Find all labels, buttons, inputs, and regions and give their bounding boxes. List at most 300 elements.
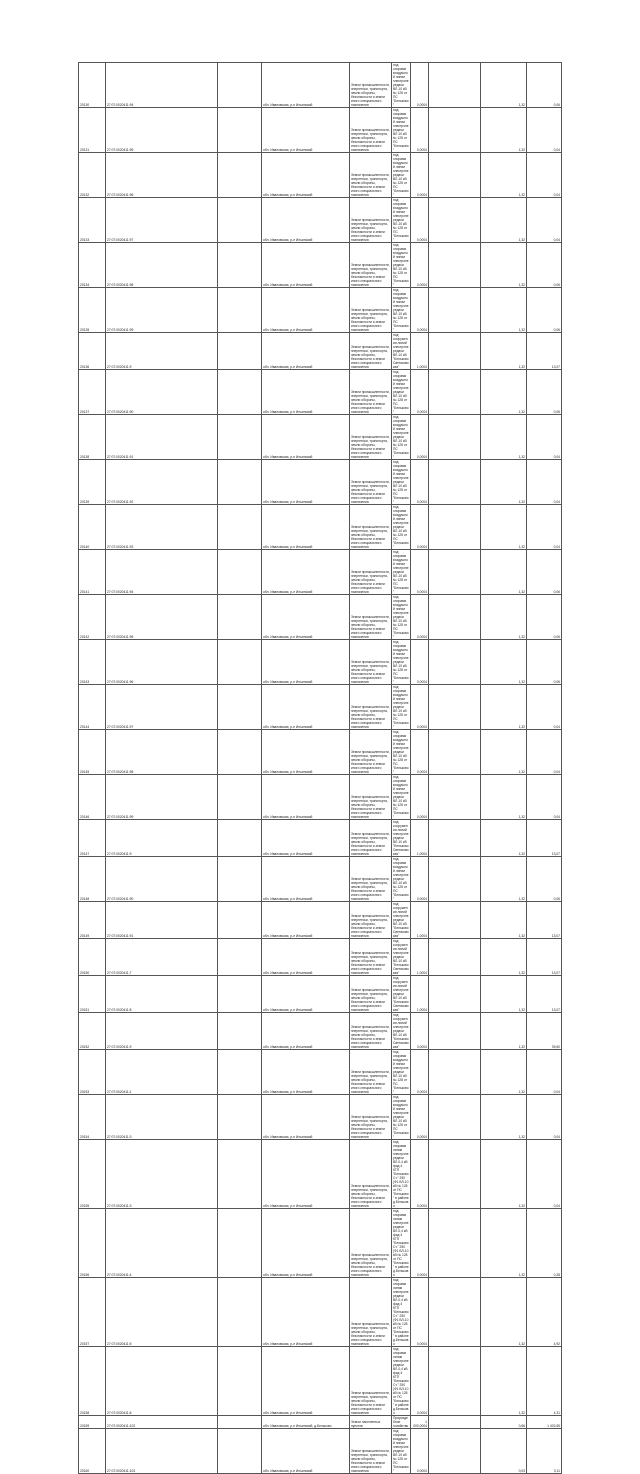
address-cell: обл. Ивановская, р-н Ильинский [262,1278,350,1347]
address-cell: обл. Ивановская, р-н Ильинский [262,108,350,153]
rate-cell: 1,32 [481,730,527,775]
row-index: 20130 [79,63,106,108]
area-cell: 0,0004 [411,550,429,595]
tax-cell: 4,31 [527,1347,562,1416]
blank-cell [429,1095,481,1140]
tax-cell: 13,07 [527,939,562,976]
tax-cell: 13,07 [527,820,562,857]
blank-cell [429,1140,481,1209]
cadastral-number: 27:07:0020411:5 [106,1278,218,1347]
address-cell: обл. Ивановская, р-н Ильинский [262,460,350,505]
permitted-use: под опорами воздушной линии электропередачи ВЛ-10 кВ № 128 от ПС "Бельково" [393,108,409,152]
blank-cell [429,505,481,550]
address-cell: обл. Ивановская, р-н Ильинский [262,1209,350,1278]
table-row [79,939,562,976]
permitted-use: под опорами воздушной линии электропередачи ВЛ-10 кВ № 128 от ПС "Бельково" [393,63,409,107]
permitted-use: под опорами воздушной линии электропередачи ВЛ-10 кВ № 128 от ПС "Бельково" [393,198,409,242]
area-cell: 0,0004 [411,108,429,153]
row-index: 20158 [79,1347,106,1416]
rate-cell: 0,66 [481,1416,527,1429]
cadastral-number: 27:07:0020411:91 [106,415,218,460]
tax-cell: 0,04 [527,1095,562,1140]
land-category: Земли промышленности, энергетики, транспорта, земли обороны, безопасности и земли иного специального назначения [350,1347,392,1416]
blank-cell [429,288,481,333]
tax-cell: 0,04 [527,730,562,775]
address-cell: обл. Ивановская, р-н Ильинский [262,1013,350,1050]
table-row [79,1209,562,1278]
rate-cell: 1,32 [481,288,527,333]
cadastral-number: 27:07:0020411:94 [106,550,218,595]
rate-cell: 0,03 [481,1429,527,1474]
permitted-use: под опорами воздушной линии электропередачи ВЛ-10 кВ № 128 от ПС "Бельково" [393,1095,409,1139]
cadastral-number: 27:07:0020411:4 [106,1209,218,1278]
blank-cell [429,108,481,153]
land-category: Земли промышленности, энергетики, транспорта, земли обороны, безопасности и земли иного специального назначения [350,288,392,333]
tax-cell: 0,06 [527,857,562,902]
land-category: Земли промышленности, энергетики, транспорта, земли обороны, безопасности и земли иного специального назначения [350,1278,392,1347]
address-cell: обл. Ивановская, р-н Ильинский [262,976,350,1013]
permitted-use: под опорами воздушной линии электропередачи ВЛ-10 кВ № 128 от ПС "Бельково" [393,243,409,287]
cadastral-number: 27:07:0020411:9 [106,1013,218,1050]
land-category: Земли промышленности, энергетики, транспорта, земли обороны, безопасности и земли иного специального назначения [350,333,392,370]
land-category: Земли промышленности, энергетики, транспорта, земли обороны, безопасности и земли иного специального назначения [350,198,392,243]
permitted-use: под опорами воздушной линии электропередачи ВЛ-10 кВ № 128 от ПС "Бельково" [393,370,409,414]
blank-cell [218,243,262,288]
permitted-use: под сооружения линий электропередачи ВЛ-10 кВ "Бельково Светиковская" [393,976,409,1012]
table-row [79,685,562,730]
address-cell: обл. Ивановская, р-н Ильинский [262,63,350,108]
area-cell: 0,0004 [411,288,429,333]
tax-cell: 0,06 [527,595,562,640]
rate-cell: 1,32 [481,63,527,108]
address-cell: обл. Ивановская, р-н Ильинский [262,1095,350,1140]
permitted-use: под сооружения линий электропередачи ВЛ-10 кВ "Бельково Светиковская" [393,820,409,856]
permitted-use: под опорами воздушной линии электропередачи ВЛ-10 кВ № 128 от ПС "Бельково" [393,288,409,332]
permitted-use: под опорами линии электропередачи ВЛ-0,4 кВ фид 4 КТП "Бельково Ст." 250 (Ф1 ВЛ-10 кВ № 128 от ПС "Бельково" в районе д.Бельково [393,1278,409,1346]
blank-cell [218,333,262,370]
land-category: Земли промышленности, энергетики, транспорта, земли обороны, безопасности и земли иного специального назначения [350,640,392,685]
row-index: 20139 [79,460,106,505]
blank-cell [218,730,262,775]
area-cell: 0,0004 [411,1347,429,1416]
table-row [79,595,562,640]
cadastral-number: 27:07:0020411:1 [106,1050,218,1095]
land-category: Земли промышленности, энергетики, транспорта, земли обороны, безопасности и земли иного специального назначения [350,415,392,460]
land-category: Земли промышленности, энергетики, транспорта, земли обороны, безопасности и земли иного специального назначения [350,595,392,640]
land-category: Земли промышленности, энергетики, транспорта, земли обороны, безопасности и земли иного специального назначения [350,775,392,820]
area-cell: 0,0004 [411,730,429,775]
cadastral-number: 27:07:0020411:94 [106,63,218,108]
table-row [79,820,562,857]
rate-cell: 1,32 [481,1140,527,1209]
blank-cell [429,1429,481,1474]
rate-cell: 1,32 [481,460,527,505]
address-cell: обл. Ивановская, р-н Ильинский [262,1050,350,1095]
cadastral-number: 27:07:0020411:96 [106,153,218,198]
table-row [79,1416,562,1429]
tax-cell: 0,04 [527,1140,562,1209]
address-cell: обл. Ивановская, р-н Ильинский [262,640,350,685]
permitted-use: под опорами воздушной линии электропередачи ВЛ-10 кВ № 128 от ПС "Бельково" [393,640,409,684]
land-category: Земли промышленности, энергетики, транспорта, земли обороны, безопасности и земли иного специального назначения [350,1050,392,1095]
permitted-use: под опорами линии электропередачи ВЛ-0,4 кВ фид 4 КТП "Бельково Ст." 250 (Ф1 ВЛ-10 кВ № 128 от ПС "Бельково" в районе д.Бельково [393,1209,409,1277]
tax-cell: 0,06 [527,640,562,685]
blank-cell [429,1347,481,1416]
address-cell: обл. Ивановская, р-н Ильинский [262,820,350,857]
area-cell: 0,0004 [411,370,429,415]
blank-cell [429,820,481,857]
table-row [79,505,562,550]
table-body [79,63,562,1474]
rate-cell: 1,32 [481,857,527,902]
rate-cell: 1,32 [481,1347,527,1416]
rate-cell: 1,32 [481,243,527,288]
land-category: Земли промышленности, энергетики, транспорта, земли обороны, безопасности и земли иного специального назначения [350,505,392,550]
tax-cell: 0,28 [527,1209,562,1278]
rate-cell: 1,32 [481,1013,527,1050]
land-category: Земли промышленности, энергетики, транспорта, земли обороны, безопасности и земли иного специального назначения [350,243,392,288]
blank-cell [218,460,262,505]
address-cell: обл. Ивановская, р-н Ильинский [262,1429,350,1474]
land-tax-table [78,62,562,1474]
blank-cell [429,333,481,370]
tax-cell: 0,04 [527,198,562,243]
cadastral-number: 27:07:0020411:96 [106,640,218,685]
area-cell: 0,0004 [411,505,429,550]
blank-cell [429,1013,481,1050]
permitted-use: под опорами воздушной линии электропередачи ВЛ-10 кВ № 128 от ПС "Бельково" [393,415,409,459]
blank-cell [429,460,481,505]
blank-cell [218,939,262,976]
row-index: 20140 [79,505,106,550]
address-cell: обл. Ивановская, р-н Ильинский [262,153,350,198]
rate-cell: 1,32 [481,198,527,243]
blank-cell [218,1050,262,1095]
land-category: Земли промышленности, энергетики, транспорта, земли обороны, безопасности и земли иного специального назначения [350,976,392,1013]
land-category: Земли промышленности, энергетики, транспорта, земли обороны, безопасности и земли иного специального назначения [350,1095,392,1140]
row-index: 20147 [79,820,106,857]
rate-cell: 1,32 [481,370,527,415]
land-category: Земли промышленности, энергетики, транспорта, земли обороны, безопасности и земли иного специального назначения [350,857,392,902]
area-cell: 0,0004 [411,595,429,640]
land-category: Земли промышленности, энергетики, транспорта, земли обороны, безопасности и земли иного специального назначения [350,460,392,505]
rate-cell: 1,32 [481,415,527,460]
area-cell: 0,0004 [411,640,429,685]
cadastral-number: 27:07:0020411:99 [106,775,218,820]
permitted-use: под сооружения линий электропередачи ВЛ-10 кВ "Бельково Светиковская" [393,1013,409,1049]
address-cell: обл. Ивановская, р-н Ильинский [262,370,350,415]
area-cell: 0,0004 [411,1050,429,1095]
area-cell: 1,0004 [411,939,429,976]
row-index: 20142 [79,595,106,640]
tax-cell: 0,04 [527,108,562,153]
land-category: Земли промышленности, энергетики, транспорта, земли обороны, безопасности и земли иного специального назначения [350,1140,392,1209]
blank-cell [218,820,262,857]
area-cell: 0,0004 [411,1095,429,1140]
blank-cell [429,415,481,460]
tax-cell: 0,04 [527,1050,562,1095]
permitted-use: под опорами воздушной линии электропередачи ВЛ-10 кВ № 128 от ПС "Бельково" [393,685,409,729]
rate-cell: 1,32 [481,976,527,1013]
area-cell: 1 000,0004 [411,1416,429,1429]
area-cell: 0,0004 [411,1429,429,1474]
permitted-use: под опорами воздушной линии электропередачи ВЛ-10 кВ № 128 от ПС "Бельково" [393,595,409,639]
rate-cell: 1,32 [481,550,527,595]
area-cell: 0,0004 [411,1140,429,1209]
table-row [79,1278,562,1347]
blank-cell [429,1416,481,1429]
table-row [79,976,562,1013]
blank-cell [218,595,262,640]
cadastral-number: 27:07:0020411:93 [106,505,218,550]
area-cell: 0,0004 [411,415,429,460]
permitted-use: под опорами воздушной линии электропередачи ВЛ-10 кВ № 128 от ПС "Бельково" [393,153,409,197]
land-category: Земли промышленности, энергетики, транспорта, земли обороны, безопасности и земли иного специального назначения [350,820,392,857]
rate-cell: 1,32 [481,902,527,939]
rate-cell: 1,32 [481,1050,527,1095]
land-category: Земли промышленности, энергетики, транспорта, земли обороны, безопасности и земли иного специального назначения [350,1013,392,1050]
rate-cell: 1,32 [481,1095,527,1140]
blank-cell [218,857,262,902]
area-cell: 0,0004 [411,1209,429,1278]
row-index: 20157 [79,1278,106,1347]
rate-cell: 1,32 [481,333,527,370]
cadastral-number: 27:07:0020411:95 [106,108,218,153]
tax-cell: 0,06 [527,288,562,333]
blank-cell [429,902,481,939]
row-index: 20138 [79,415,106,460]
row-index: 20154 [79,1095,106,1140]
blank-cell [218,1278,262,1347]
tax-cell: 0,04 [527,505,562,550]
land-category: Земли промышленности, энергетики, транспорта, земли обороны, безопасности и земли иного специального назначения [350,108,392,153]
tax-cell: 39,60 [527,1013,562,1050]
permitted-use: под опорами воздушной линии электропередачи ВЛ-10 кВ № 128 от ПС "Бельково" [393,1050,409,1094]
table-row [79,460,562,505]
cadastral-number: 27:07:0020411:3 [106,1095,218,1140]
rate-cell: 1,32 [481,108,527,153]
cadastral-number: 27:07:0020411:102 [106,1416,218,1429]
row-index: 20152 [79,1013,106,1050]
row-index: 20150 [79,939,106,976]
blank-cell [218,1429,262,1474]
blank-cell [429,595,481,640]
land-category: Земли промышленности, энергетики, транспорта, земли обороны, безопасности и земли иного специального назначения [350,730,392,775]
row-index: 20146 [79,775,106,820]
table-row [79,550,562,595]
area-cell: 0,0004 [411,775,429,820]
row-index: 20151 [79,976,106,1013]
address-cell: обл. Ивановская, р-н Ильинский [262,902,350,939]
table-row [79,1347,562,1416]
tax-cell: 13,07 [527,333,562,370]
table-row [79,902,562,939]
area-cell: 1,0004 [411,976,429,1013]
row-index: 20144 [79,685,106,730]
table-row [79,640,562,685]
land-category: Земли населенных пунктов [350,1416,392,1429]
blank-cell [218,1209,262,1278]
area-cell: 0,0004 [411,460,429,505]
address-cell: обл. Ивановская, р-н Ильинский [262,198,350,243]
table-row [79,288,562,333]
land-category: Земли промышленности, энергетики, транспорта, земли обороны, безопасности и земли иного специального назначения [350,1429,392,1474]
cadastral-number: 27:07:0020411:97 [106,685,218,730]
cadastral-number: 27:07:0020411:103 [106,1429,218,1474]
blank-cell [218,1347,262,1416]
address-cell: обл. Ивановская, р-н Ильинский [262,1140,350,1209]
tax-cell: 0,04 [527,460,562,505]
cadastral-number: 27:07:0020411:9 [106,333,218,370]
row-index: 20141 [79,550,106,595]
blank-cell [218,415,262,460]
address-cell: обл. Ивановская, р-н Ильинский [262,1347,350,1416]
table-row [79,243,562,288]
blank-cell [218,685,262,730]
cadastral-number: 27:07:0020411:90 [106,370,218,415]
address-cell: обл. Ивановская, р-н Ильинский [262,415,350,460]
address-cell: обл. Ивановская, р-н Ильинский [262,505,350,550]
blank-cell [429,1278,481,1347]
address-cell: обл. Ивановская, р-н Ильинский [262,550,350,595]
row-index: 20160 [79,1429,106,1474]
cadastral-number: 27:07:0020411:3 [106,1140,218,1209]
address-cell: обл. Ивановская, р-н Ильинский [262,333,350,370]
row-index: 20156 [79,1209,106,1278]
blank-cell [218,550,262,595]
blank-cell [218,976,262,1013]
row-index: 20143 [79,640,106,685]
blank-cell [218,108,262,153]
row-index: 20153 [79,1050,106,1095]
permitted-use: под опорами воздушной линии электропередачи ВЛ-10 кВ № 128 от ПС "Бельково" [393,505,409,549]
address-cell: обл. Ивановская, р-н Ильинский [262,243,350,288]
permitted-use: Приусадебное хозяйство [392,1416,411,1429]
row-index: 20149 [79,902,106,939]
cadastral-number: 27:07:0020411:8 [106,976,218,1013]
blank-cell [429,685,481,730]
rate-cell: 1,32 [481,1278,527,1347]
blank-cell [429,550,481,595]
permitted-use: под опорами воздушной линии электропередачи ВЛ-10 кВ № 128 от ПС "Бельково" [393,460,409,504]
row-index: 20137 [79,370,106,415]
table-row [79,198,562,243]
land-category: Земли промышленности, энергетики, транспорта, земли обороны, безопасности и земли иного специального назначения [350,550,392,595]
row-index: 20159 [79,1416,106,1429]
permitted-use: под опорами воздушной линии электропередачи ВЛ-10 кВ № 128 от ПС "Бельково" [393,550,409,594]
blank-cell [429,640,481,685]
permitted-use: под опорами воздушной линии электропередачи ВЛ-10 кВ № 128 от ПС "Бельково" [393,730,409,774]
address-cell: обл. Ивановская, р-н Ильинский [262,857,350,902]
table-row [79,775,562,820]
blank-cell [429,730,481,775]
cadastral-number: 27:07:0020411:90 [106,857,218,902]
rate-cell: 1,32 [481,685,527,730]
row-index: 20132 [79,153,106,198]
blank-cell [218,902,262,939]
blank-cell [429,976,481,1013]
blank-cell [218,640,262,685]
tax-cell: 13,07 [527,976,562,1013]
rate-cell: 1,32 [481,153,527,198]
permitted-use: под опорами воздушной линии электропередачи ВЛ-10 кВ № 128 от ПС "Бельково" [393,1429,409,1473]
blank-cell [218,198,262,243]
tax-cell: 4,92 [527,1278,562,1347]
blank-cell [218,63,262,108]
cadastral-number: 27:07:0020411:91 [106,902,218,939]
cadastral-number: 27:07:0020411:9 [106,820,218,857]
blank-cell [429,370,481,415]
address-cell: обл. Ивановская, р-н Ильинский [262,775,350,820]
rate-cell: 1,32 [481,1209,527,1278]
row-index: 20148 [79,857,106,902]
land-category: Земли промышленности, энергетики, транспорта, земли обороны, безопасности и земли иного специального назначения [350,153,392,198]
blank-cell [218,153,262,198]
address-cell: обл. Ивановская, р-н Ильинский [262,288,350,333]
rate-cell: 1,32 [481,640,527,685]
row-index: 20136 [79,333,106,370]
blank-cell [218,1095,262,1140]
table-row [79,1013,562,1050]
permitted-use: под сооружения линий электропередачи ВЛ-10 кВ "Бельково Светиковская" [393,939,409,975]
address-cell: обл. Ивановская, р-н Ильинский, д.Бельково [262,1416,350,1429]
area-cell: 0,0004 [411,685,429,730]
tax-cell: 0,06 [527,243,562,288]
row-index: 20134 [79,243,106,288]
tax-cell: 0,04 [527,775,562,820]
blank-cell [218,1416,262,1429]
cadastral-number: 27:07:0020411:6 [106,1347,218,1416]
row-index: 20133 [79,198,106,243]
land-category: Земли промышленности, энергетики, транспорта, земли обороны, безопасности и земли иного специального назначения [350,370,392,415]
area-cell: 0,0004 [411,63,429,108]
table-row [79,1050,562,1095]
address-cell: обл. Ивановская, р-н Ильинский [262,730,350,775]
table-row [79,1429,562,1474]
blank-cell [218,505,262,550]
tax-cell: 0,06 [527,550,562,595]
tax-cell: 0,04 [527,415,562,460]
rate-cell: 1,32 [481,820,527,857]
rate-cell: 1,32 [481,939,527,976]
tax-cell: 0,11 [527,1429,562,1474]
cadastral-number: 27:07:0020411:95 [106,595,218,640]
address-cell: обл. Ивановская, р-н Ильинский [262,595,350,640]
blank-cell [429,939,481,976]
blank-cell [218,1013,262,1050]
tax-cell: 1 402,65 [527,1416,562,1429]
blank-cell [429,243,481,288]
table-row [79,857,562,902]
rate-cell: 1,32 [481,505,527,550]
area-cell: 0,0004 [411,243,429,288]
cadastral-number: 27:07:0020411:7 [106,939,218,976]
permitted-use: под опорами воздушной линии электропередачи ВЛ-10 кВ № 128 от ПС "Бельково" [393,775,409,819]
area-cell: 3,0004 [411,1013,429,1050]
blank-cell [218,775,262,820]
table-row [79,370,562,415]
blank-cell [429,1209,481,1278]
area-cell: 1,0004 [411,333,429,370]
blank-cell [218,1140,262,1209]
land-category: Земли промышленности, энергетики, транспорта, земли обороны, безопасности и земли иного специального назначения [350,63,392,108]
tax-cell: 0,06 [527,63,562,108]
table-row [79,730,562,775]
land-category: Земли промышленности, энергетики, транспорта, земли обороны, безопасности и земли иного специального назначения [350,939,392,976]
table-row [79,415,562,460]
area-cell: 1,0004 [411,820,429,857]
permitted-use: под сооружения линий электропередачи ВЛ-10 кВ "Бельково Светиковская" [393,902,409,938]
